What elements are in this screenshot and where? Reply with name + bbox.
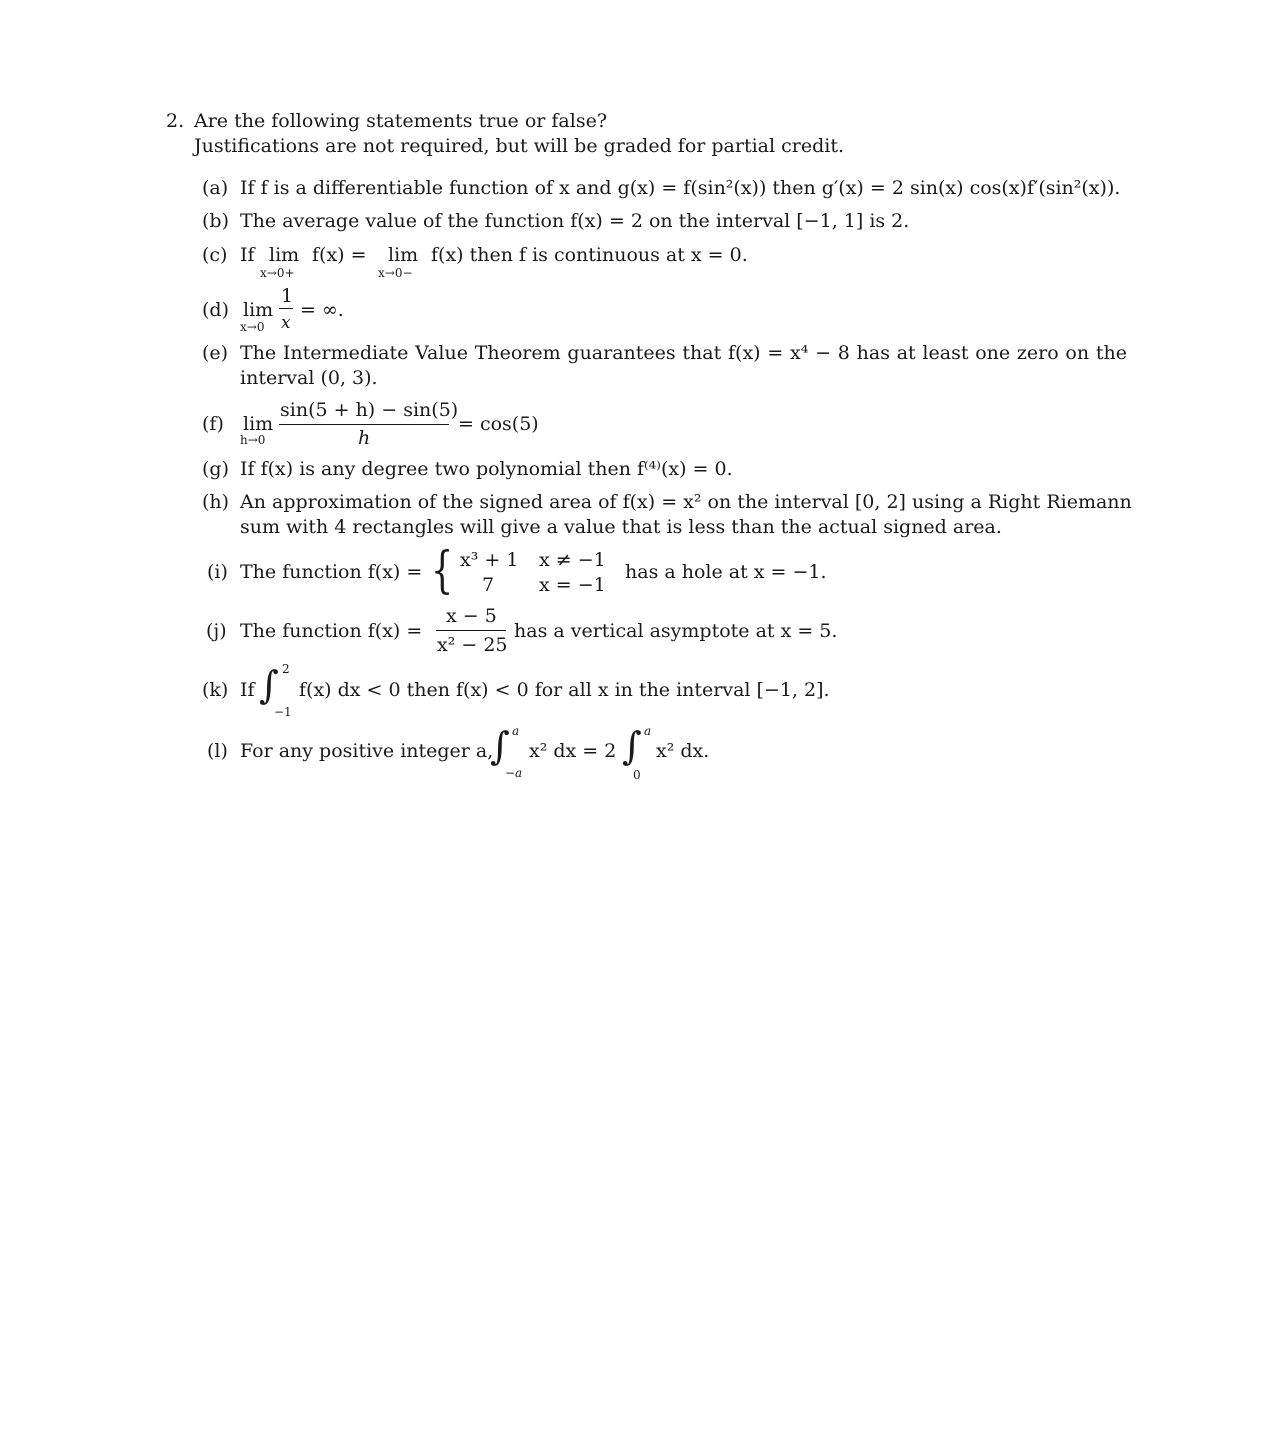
- part-j-den: x² − 25: [437, 634, 508, 656]
- part-c-label: (c): [202, 244, 228, 266]
- part-c-mid: f(x) =: [312, 244, 367, 266]
- part-c-lim2-sub: x→0−: [378, 266, 413, 280]
- part-i-tail: has a hole at x = −1.: [625, 561, 827, 583]
- part-c-if: If: [240, 244, 255, 266]
- part-i-case2-cond: x = −1: [539, 574, 606, 596]
- part-k-integral-sign: ∫: [259, 663, 279, 707]
- part-h-label: (h): [202, 491, 230, 513]
- part-c-lim2: lim: [388, 244, 419, 266]
- part-f-fraction-bar: [279, 424, 449, 425]
- part-c-lim1-sub: x→0+: [260, 266, 295, 280]
- part-d-tail: = ∞.: [300, 299, 344, 321]
- part-l-upper1: a: [512, 724, 520, 738]
- problem-number: 2.: [166, 110, 185, 132]
- part-k-if: If: [240, 679, 255, 701]
- part-j-lead: The function f(x) =: [240, 620, 423, 642]
- part-j-label: (j): [206, 620, 227, 642]
- part-l-label: (l): [207, 740, 228, 762]
- part-d-label: (d): [202, 299, 229, 321]
- part-f-label: (f): [202, 413, 224, 435]
- part-c-tail: f(x) then f is continuous at x = 0.: [431, 244, 748, 266]
- problem-instructions: Justifications are not required, but will be graded for partial credit.: [194, 135, 844, 157]
- part-f-den: h: [358, 427, 371, 449]
- part-e-line1: The Intermediate Value Theorem guarantees that f(x) = x⁴ − 8 has at least one zero on the: [240, 342, 1127, 364]
- part-k-integrand: f(x) dx < 0 then f(x) < 0 for all x in the interval [−1, 2].: [299, 679, 830, 701]
- part-a-text: If f is a differentiable function of x and g(x) = f(sin²(x)) then g′(x) = 2 sin(x) cos(x)f′(sin²(x)).: [240, 177, 1121, 199]
- part-l-integral-sign-2: ∫: [622, 724, 642, 768]
- part-d-den: x: [281, 313, 291, 333]
- part-h-line1: An approximation of the signed area of f(x) = x² on the interval [0, 2] using a Right Riemann: [240, 491, 1132, 513]
- part-f-tail: = cos(5): [458, 413, 539, 435]
- part-f-num: sin(5 + h) − sin(5): [280, 399, 459, 421]
- part-i-case1-cond: x ≠ −1: [539, 549, 606, 571]
- part-g-label: (g): [202, 458, 229, 480]
- part-a-label: (a): [202, 177, 229, 199]
- part-d-lim-sub: x→0: [240, 320, 265, 334]
- part-i-case1-expr: x³ + 1: [460, 549, 519, 571]
- part-d-num: 1: [281, 285, 294, 307]
- part-f-lim: lim: [243, 413, 274, 435]
- part-k-lower: −1: [274, 705, 292, 719]
- part-h-line2: sum with 4 rectangles will give a value that is less than the actual signed area.: [240, 516, 1002, 538]
- part-b-label: (b): [202, 210, 229, 232]
- part-l-mid: x² dx = 2: [529, 740, 617, 762]
- part-d-lim: lim: [243, 299, 274, 321]
- part-i-lead: The function f(x) =: [240, 561, 423, 583]
- part-k-label: (k): [202, 679, 229, 701]
- part-l-lead: For any positive integer a,: [240, 740, 494, 762]
- part-i-case2-expr: 7: [482, 574, 495, 596]
- part-l-integral-sign-1: ∫: [490, 724, 510, 768]
- part-l-lower1: −a: [505, 766, 523, 780]
- part-j-num: x − 5: [446, 605, 497, 627]
- part-e-label: (e): [202, 342, 229, 364]
- part-i-brace: {: [431, 541, 454, 599]
- part-g-text: If f(x) is any degree two polynomial then f⁽⁴⁾(x) = 0.: [240, 458, 733, 480]
- part-j-tail: has a vertical asymptote at x = 5.: [514, 620, 838, 642]
- part-e-line2: interval (0, 3).: [240, 367, 378, 389]
- part-l-lower2: 0: [633, 768, 641, 782]
- part-j-fraction-bar: [436, 630, 506, 631]
- part-b-text: The average value of the function f(x) = 2 on the interval [−1, 1] is 2.: [240, 210, 910, 232]
- part-i-label: (i): [207, 561, 228, 583]
- problem-question: Are the following statements true or false?: [194, 110, 608, 132]
- part-c-lim1: lim: [269, 244, 300, 266]
- part-k-upper: 2: [282, 662, 290, 676]
- part-d-fraction-bar: [279, 308, 293, 309]
- part-l-upper2: a: [644, 724, 652, 738]
- part-l-tail: x² dx.: [656, 740, 710, 762]
- part-f-lim-sub: h→0: [240, 433, 266, 447]
